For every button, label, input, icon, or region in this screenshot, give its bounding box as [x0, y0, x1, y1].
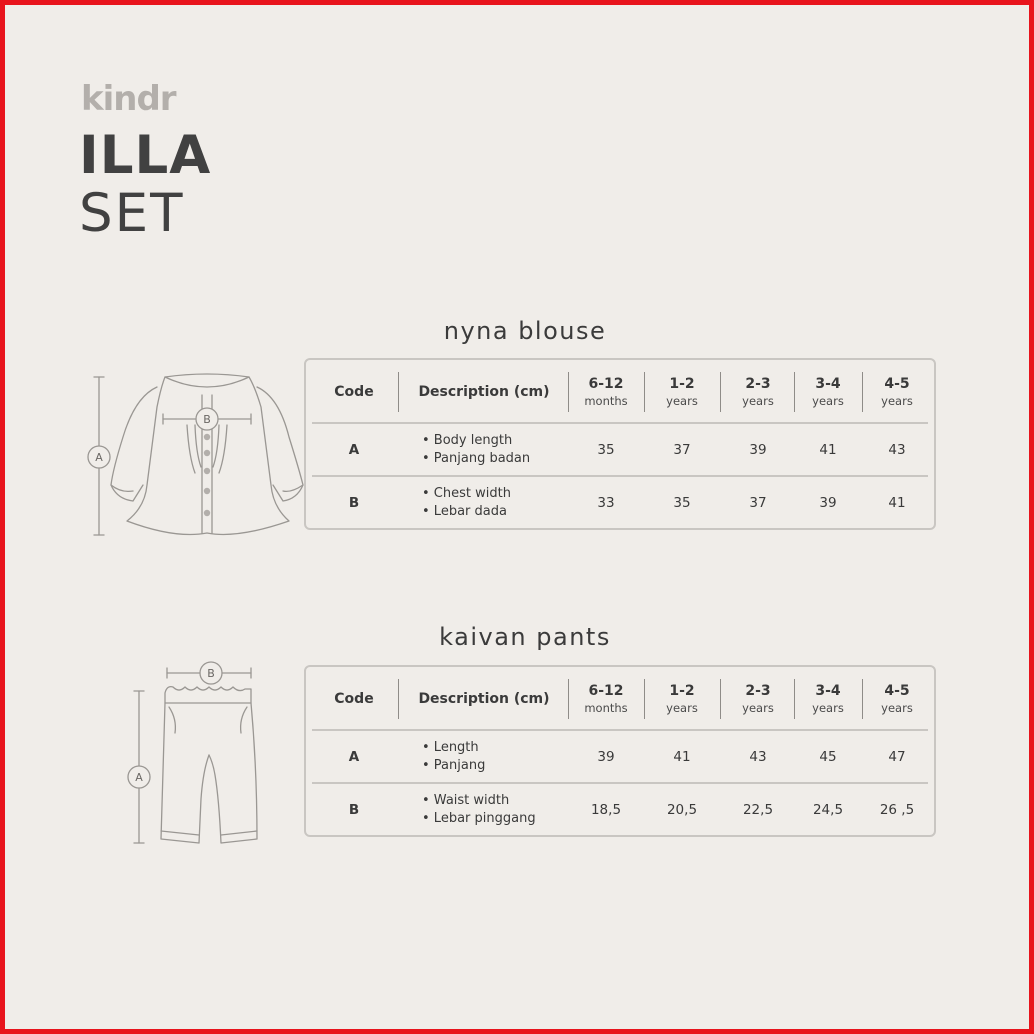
product-title-line1: ILLA: [79, 125, 212, 186]
column-header-code: Code: [334, 384, 374, 400]
column-header-size: 3-4 years: [812, 376, 844, 408]
table-cell: 26 ,5: [879, 802, 915, 818]
table-cell: 33: [597, 495, 615, 511]
blouse-illustration: [77, 367, 309, 543]
row-code: B: [348, 495, 360, 511]
column-header-size: 3-4 years: [812, 683, 844, 715]
table-cell: 39: [749, 442, 767, 458]
column-header-description: Description (cm): [418, 691, 550, 707]
row-description: • Body length • Panjang badan: [422, 433, 531, 466]
table-cell: 24,5: [812, 802, 844, 818]
row-code: B: [348, 802, 360, 818]
column-header-description: Description (cm): [418, 384, 550, 400]
table-cell: 43: [749, 749, 767, 765]
table-cell: 41: [888, 495, 906, 511]
section-title-pants: kaivan pants: [439, 623, 611, 651]
row-code: A: [348, 749, 360, 765]
column-header-size: 2-3 years: [742, 376, 774, 408]
table-cell: 47: [888, 749, 906, 765]
table-cell: 45: [819, 749, 837, 765]
table-cell: 39: [597, 749, 615, 765]
table-cell: 20,5: [666, 802, 698, 818]
blouse-size-table: [304, 358, 936, 530]
column-header-size: 2-3 years: [742, 683, 774, 715]
blouse-label-b: B: [203, 413, 211, 426]
row-description: • Length • Panjang: [422, 740, 486, 773]
table-cell: 22,5: [742, 802, 774, 818]
table-cell: 37: [673, 442, 691, 458]
table-cell: 39: [819, 495, 837, 511]
column-header-size: 1-2 years: [666, 683, 698, 715]
column-header-size: 6-12 months: [584, 683, 628, 715]
pants-label-b: B: [207, 667, 215, 680]
row-description: • Waist width • Lebar pinggang: [422, 793, 536, 826]
table-cell: 18,5: [590, 802, 622, 818]
table-cell: 37: [749, 495, 767, 511]
row-description: • Chest width • Lebar dada: [422, 486, 511, 519]
table-cell: 41: [673, 749, 691, 765]
section-title-blouse: nyna blouse: [443, 317, 607, 345]
column-header-size: 6-12 months: [584, 376, 628, 408]
table-cell: 35: [673, 495, 691, 511]
column-header-size: 4-5 years: [881, 376, 913, 408]
pants-illustration: [117, 659, 267, 855]
row-code: A: [348, 442, 360, 458]
pants-label-a: A: [135, 771, 143, 784]
blouse-label-a: A: [95, 451, 103, 464]
brand-logo: kindr: [81, 79, 176, 119]
table-cell: 35: [597, 442, 615, 458]
product-title-line2: SET: [79, 183, 185, 244]
table-cell: 43: [888, 442, 906, 458]
column-header-size: 1-2 years: [666, 376, 698, 408]
pants-size-table: [304, 665, 936, 837]
column-header-size: 4-5 years: [881, 683, 913, 715]
table-cell: 41: [819, 442, 837, 458]
column-header-code: Code: [334, 691, 374, 707]
